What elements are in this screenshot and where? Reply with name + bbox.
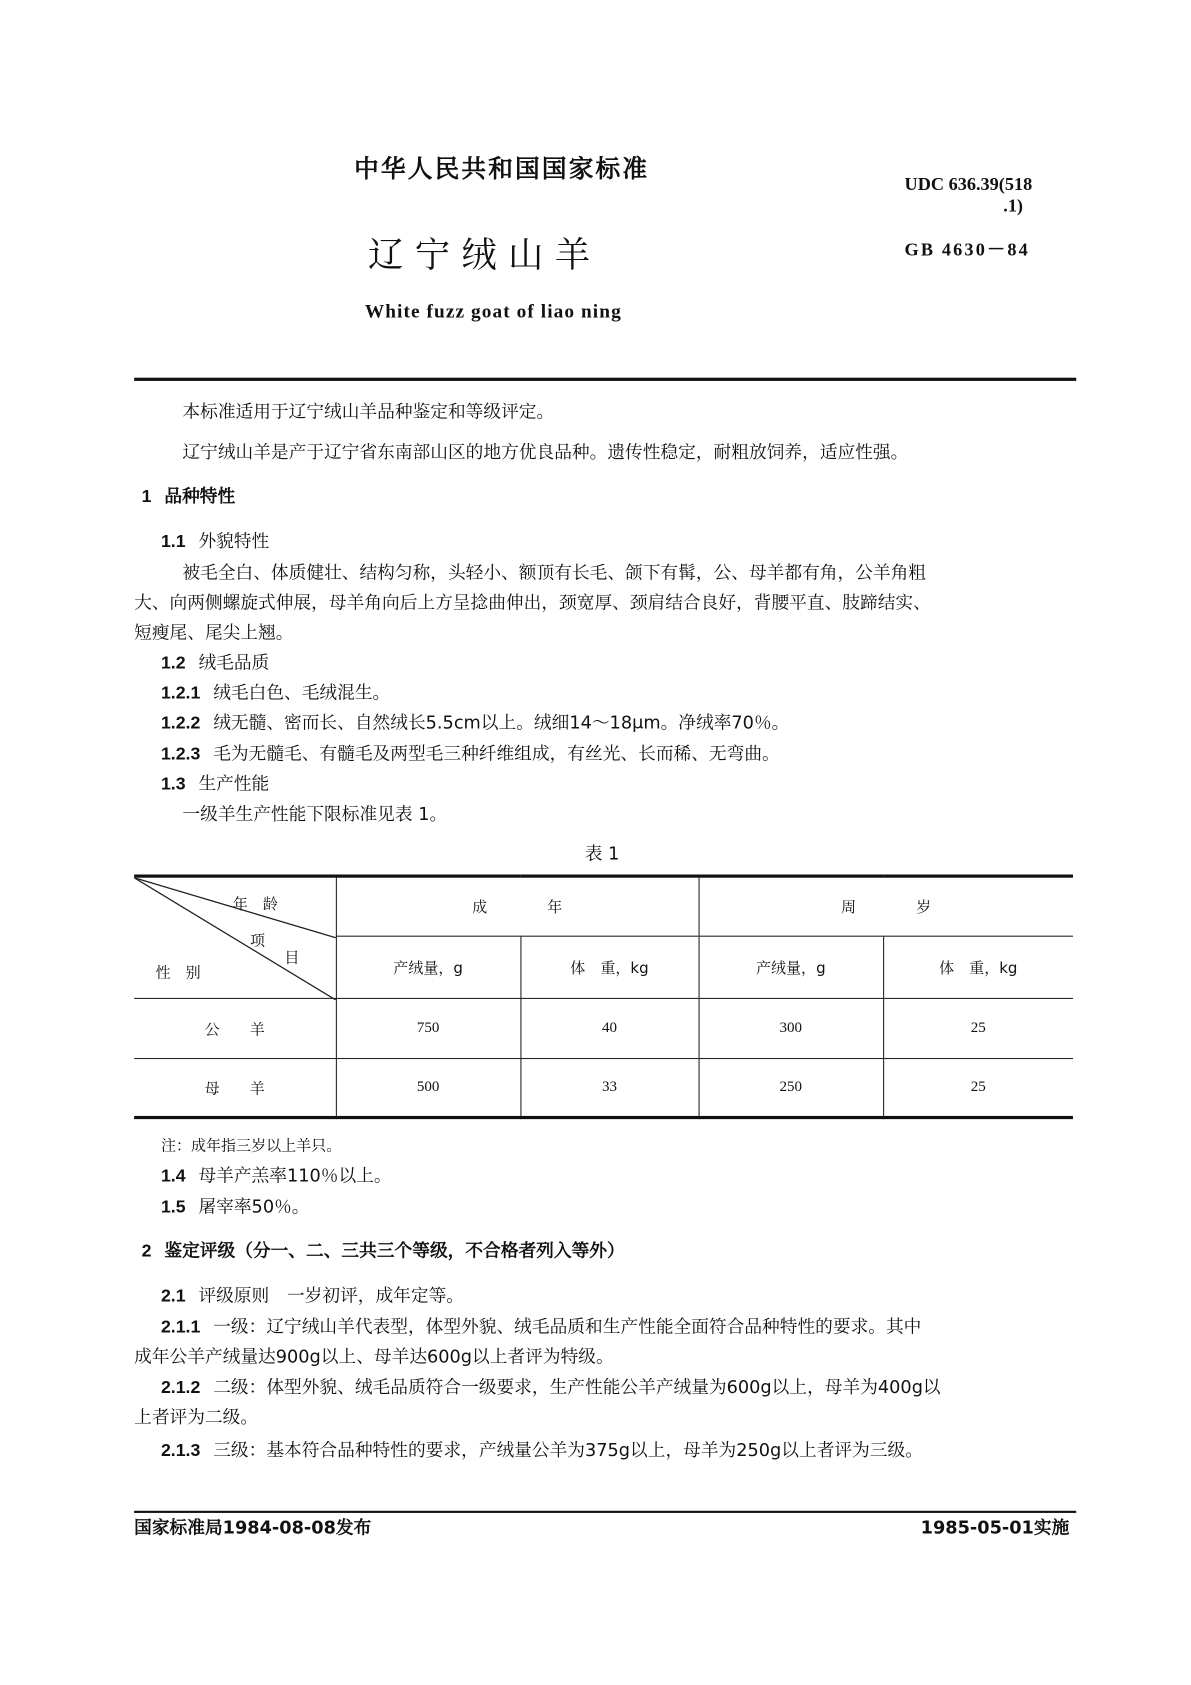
- cell: 300: [699, 998, 884, 1058]
- clause: 1.4 母羊产羔率110％以上。: [160, 1165, 392, 1186]
- cell: 40: [520, 998, 698, 1058]
- section-heading: 2 鉴定评级（分一、二、三共三个等级，不合格者列入等外）: [141, 1240, 625, 1261]
- clause: 2.1.1 一级：辽宁绒山羊代表型，体型外貌、绒毛品质和生产性能全面符合品种特性的要求。其中: [160, 1316, 922, 1337]
- clause: 1.5 屠宰率50％。: [160, 1196, 310, 1217]
- group-header-adult: 成 年: [336, 876, 699, 936]
- effective-date: 1985-05-01实施: [920, 1517, 1070, 1538]
- intro-line: 辽宁绒山羊是产于辽宁省东南部山区的地方优良品种。遗传性稳定，耐粗放饲养，适应性强。: [182, 442, 909, 463]
- section-heading: 1 品种特性: [141, 486, 236, 507]
- subsection-heading: 1.3 生产性能: [160, 773, 270, 795]
- production-table: [134, 874, 1073, 1119]
- table-row: [134, 1059, 1073, 1118]
- row-label: 公 羊: [134, 998, 336, 1058]
- subsection-heading: 1.2 绒毛品质: [160, 652, 270, 673]
- standard-org: 中华人民共和国国家标准: [354, 155, 650, 184]
- table-row: [134, 998, 1073, 1058]
- corner-sex-label: 性 别: [155, 964, 201, 982]
- clause: 1.2.3 毛为无髓毛、有髓毛及两型毛三种纤维组成，有丝光、长而稀、无弯曲。: [160, 743, 780, 764]
- corner-item-label: 项: [250, 932, 266, 950]
- paragraph-line: 一级羊生产性能下限标准见表 1。: [182, 803, 448, 825]
- title-en: White fuzz goat of liao ning: [364, 300, 622, 322]
- clause: 2.1.3 三级：基本符合品种特性的要求，产绒量公羊为375g以上，母羊为250g以上者评为三级。: [160, 1439, 923, 1461]
- intro-line: 本标准适用于辽宁绒山羊品种鉴定和等级评定。: [182, 401, 555, 422]
- column-header: 产绒量，g: [336, 936, 521, 998]
- udc-code: UDC 636.39(518: [904, 173, 1033, 195]
- row-label: 母 羊: [134, 1059, 336, 1118]
- table-caption: 表 1: [584, 843, 620, 864]
- subsection-heading: 1.1 外貌特性: [160, 531, 270, 552]
- column-header: 体 重，kg: [883, 936, 1073, 998]
- clause: 2.1 评级原则 一岁初评，成年定等。: [160, 1285, 465, 1306]
- cell: 25: [883, 998, 1073, 1058]
- paragraph-line: 短瘦尾、尾尖上翘。: [134, 622, 294, 643]
- gb-number: GB 4630－84: [904, 239, 1030, 260]
- group-header-yearling: 周 岁: [699, 876, 1073, 936]
- issued-date: 国家标准局1984-08-08发布: [134, 1517, 372, 1538]
- paragraph-line: 上者评为二级。: [134, 1406, 259, 1428]
- paragraph-line: 成年公羊产绒量达900g以上、母羊达600g以上者评为特级。: [134, 1346, 614, 1368]
- title-cn: 辽 宁 绒 山 羊: [368, 233, 591, 276]
- footer-rule: [134, 1511, 1076, 1513]
- column-header: 产绒量，g: [699, 936, 884, 998]
- paragraph-line: 被毛全白、体质健壮、结构匀称，头轻小、额顶有长毛、颌下有髯，公、母羊都有角，公羊角粗: [182, 562, 926, 583]
- cell: 33: [520, 1059, 698, 1118]
- column-header: 体 重，kg: [520, 936, 698, 998]
- udc-code-cont: .1): [1003, 195, 1024, 216]
- clause: 1.2.1 绒毛白色、毛绒混生。: [160, 682, 391, 703]
- cell: 750: [336, 998, 521, 1058]
- cell: 500: [336, 1059, 521, 1118]
- cell: 250: [699, 1059, 884, 1118]
- clause: 2.1.2 二级：体型外貌、绒毛品质符合一级要求，生产性能公羊产绒量为600g以上，母羊为400g以: [160, 1376, 941, 1398]
- cell: 25: [883, 1059, 1073, 1118]
- paragraph-line: 大、向两侧螺旋式伸展，母羊角向后上方呈捻曲伸出，颈宽厚、颈肩结合良好，背腰平直、肢蹄结实、: [134, 592, 931, 613]
- table-note: 注：成年指三岁以上羊只。: [160, 1137, 342, 1155]
- corner-item-label: 目: [284, 949, 300, 967]
- corner-header-cell: [134, 876, 336, 998]
- corner-age-label: 年 龄: [232, 895, 278, 914]
- clause: 1.2.2 绒无髓、密而长、自然绒长5.5cm以上。绒细14～18μm。净绒率70％。: [160, 712, 790, 733]
- header-rule: [134, 378, 1076, 381]
